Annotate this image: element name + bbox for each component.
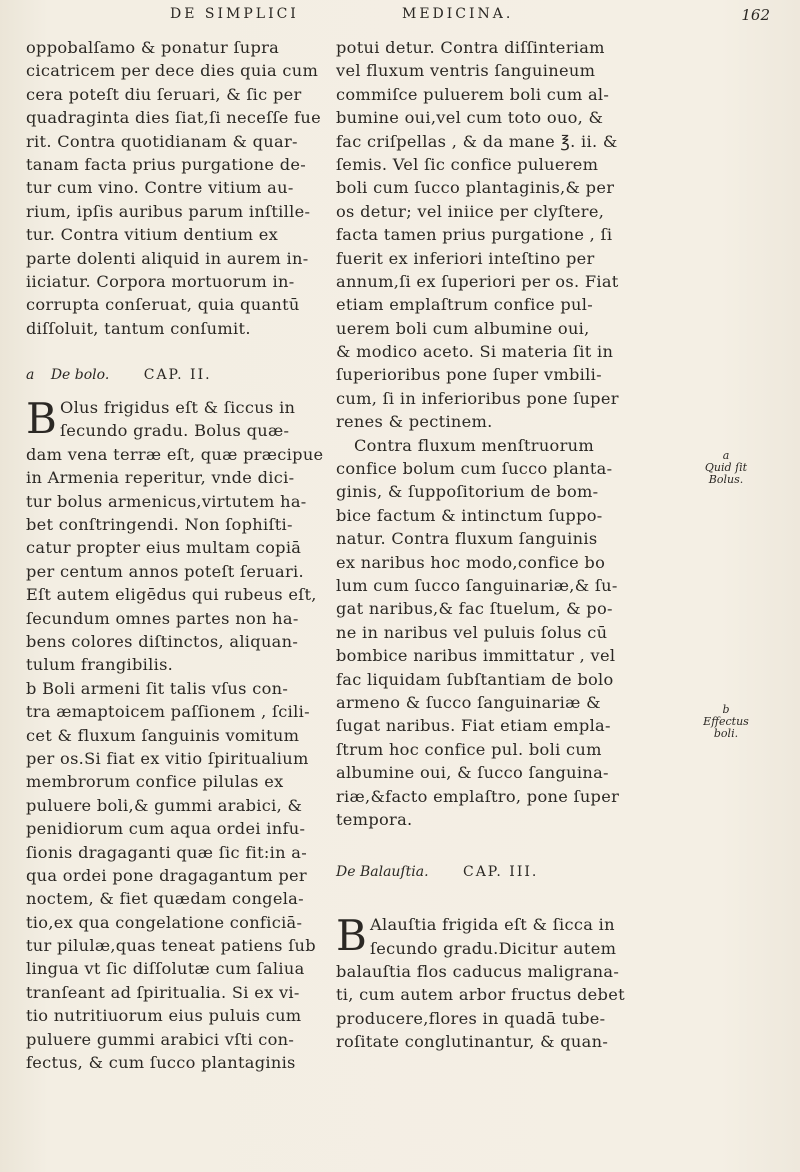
text-line: Contra fluxum menſtruorum <box>354 435 595 455</box>
text-line: corrupta conſeruat, quia quantū <box>26 295 300 315</box>
text-line: os detur; vel iniice per clyſtere, <box>336 201 605 221</box>
margin-note-mark: a <box>722 449 730 462</box>
text-line: roſitate conglutinantur, & quan- <box>336 1032 609 1052</box>
text-line: ne in naribus vel puluis ſolus cū <box>336 622 608 642</box>
text-line: balauſtia flos caducus maligrana- <box>336 962 620 982</box>
text-line: rit. Contra quotidianam & quar- <box>26 131 298 151</box>
text-line: puluere gummi arabici vſti con- <box>26 1029 295 1049</box>
text-line: B Olus frigidus eſt & ſiccus in <box>26 394 296 444</box>
chapter-heading <box>336 857 632 887</box>
text-line: parte dolenti aliquid in aurem in- <box>26 248 309 268</box>
text-line: ginis, & ſuppoſitorium de bom- <box>336 482 599 502</box>
text-line: albumine oui, & ſucco ſanguina- <box>336 763 609 783</box>
text-line: uerem boli cum albumine oui, <box>336 318 590 338</box>
text-line: tur cum vino. Contre vitium au- <box>26 178 294 198</box>
text-line: natur. Contra fluxum ſanguinis <box>336 529 598 549</box>
text-line: tur bolus armenicus,virtutem ha- <box>26 491 307 511</box>
text-line: ſecundum omnes partes non ha- <box>26 608 299 628</box>
text-line: etiam emplaſtrum confice pul- <box>336 295 594 315</box>
chapter-label: CAP. III. <box>462 864 539 881</box>
header-right: MEDICINA. <box>402 6 514 22</box>
text-line: ſtrum hoc confice pul. boli cum <box>336 739 602 759</box>
text-line: tranſeant ad ſpiritualia. Si ex vi- <box>26 982 300 1002</box>
text-line: rium, ipſis auribus parum inſtille- <box>26 201 311 221</box>
text-line: renes & pectinem. <box>336 412 493 432</box>
text-line: b Boli armeni ſit talis vſus con- <box>26 678 289 698</box>
text-line: diſſoluit, tantum conſumit. <box>26 318 251 338</box>
text-line: qua ordei pone dragagantum per <box>26 865 307 885</box>
text-line: per os.Si fiat ex vitio ſpiritualium <box>26 748 309 768</box>
drop-cap: B <box>336 911 368 961</box>
text-line: ex naribus hoc modo,confice bo <box>336 552 606 572</box>
chapter-mark: a <box>26 367 37 384</box>
text-line: commiſce puluerem boli cum al- <box>336 84 610 104</box>
header-left: DE SIMPLICI <box>170 6 299 22</box>
text-line: tio nutritiuorum eius puluis cum <box>26 1006 302 1026</box>
text-line: ſuperioribus pone ſuper vmbili- <box>336 365 602 385</box>
text-line: lum cum ſucco ſanguinariæ,& ſu- <box>336 575 618 595</box>
text-line: bet conſtringendi. Non ſophiſti- <box>26 515 293 535</box>
text-line: lingua vt ſic diſſolutæ cum ſaliua <box>26 959 305 979</box>
text-line: tulum frangibilis. <box>26 655 174 675</box>
text-line: ſecundo gradu. Bolus quæ- <box>60 421 290 441</box>
text-line: fac liquidam ſubſtantiam de bolo <box>336 669 614 689</box>
text-line: fectus, & cum ſucco plantaginis <box>26 1053 296 1073</box>
text-line: tempora. <box>336 809 413 829</box>
chapter-label: CAP. II. <box>143 367 212 384</box>
margin-note-text: Effectus boli. <box>703 715 749 740</box>
text-line: vel fluxum ventris ſanguineum <box>336 61 596 81</box>
text-line: & modico aceto. Si materia ſit in <box>336 342 614 362</box>
text-line: boli cum ſucco plantaginis,& per <box>336 178 615 198</box>
text-line: bombice naribus immittatur , vel <box>336 646 616 666</box>
text-line: bens colores diſtinctos, aliquan- <box>26 631 299 651</box>
margin-note <box>696 450 756 486</box>
text-line: producere,flores in quadā tube- <box>336 1008 606 1028</box>
text-line: noctem, & fiet quædam congela- <box>26 889 304 909</box>
text-line: riæ,&facto emplaſtro, pone ſuper <box>336 786 620 806</box>
text-line: Eſt autem eligēdus qui rubeus eſt, <box>26 585 317 605</box>
text-line: ti, cum autem arbor fructus debet <box>336 985 625 1005</box>
text-line: penidiorum cum aqua ordei infu- <box>26 819 306 839</box>
text-line: catur propter eius multam copiā <box>26 538 302 558</box>
margin-note <box>696 704 756 740</box>
text-line: cera poteſt diu ſeruari, & ſic per <box>26 84 302 104</box>
text-line: tra æmaptoicem paſſionem , ſcili- <box>26 702 310 722</box>
text-line: cum, ſi in inferioribus pone ſuper <box>336 388 619 408</box>
text-line: bice factum & intinctum ſuppo- <box>336 505 603 525</box>
text-line: oppobalſamo & ponatur ſupra <box>26 38 280 57</box>
text-line: potui detur. Contra diſſinteriam <box>336 38 605 57</box>
chapter-title: De bolo. <box>50 367 110 384</box>
text-line: bumine oui,vel cum toto ouo, & <box>336 108 604 128</box>
text-line: quadraginta dies ſiat,ſi neceſſe fue <box>26 108 321 128</box>
chapter-title: De Balauſtia. <box>336 864 429 881</box>
text-line: per centum annos poteſt ſeruari. <box>26 561 304 581</box>
text-line: tio,ex qua congelatione conficiā- <box>26 912 303 932</box>
text-line: facta tamen prius purgatione , ſi <box>336 225 613 245</box>
text-line: confice bolum cum ſucco planta- <box>336 459 613 479</box>
page-number: 162 <box>741 6 770 24</box>
running-header <box>170 6 770 28</box>
text-line: fac criſpellas , & da mane ℥. ii. & <box>336 131 618 151</box>
text-line: cet & fluxum ſanguinis vomitum <box>26 725 300 745</box>
text-line: armeno & ſucco ſanguinariæ & <box>336 692 601 712</box>
text-line: fuerit ex inferiori inteſtino per <box>336 248 595 268</box>
text-line: tur pilulæ,quas teneat patiens ſub <box>26 936 316 956</box>
margin-note-text: Quid ſit Bolus. <box>704 461 748 486</box>
margin-note-mark: b <box>722 703 730 716</box>
text-line: gat naribus,& fac ſtuelum, & po- <box>336 599 613 619</box>
text-line: membrorum confice pilulas ex <box>26 772 284 792</box>
text-line: tur. Contra vitium dentium ex <box>26 225 279 245</box>
text-line: puluere boli,& gummi arabici, & <box>26 795 303 815</box>
text-line: annum,ſi ex ſuperiori per os. Fiat <box>336 271 619 291</box>
text-line: B Alauſtia frigida eſt & ſicca in <box>336 911 615 961</box>
text-line: tanam facta prius purgatione de- <box>26 154 307 174</box>
text-line: ſugat naribus. Fiat etiam empla- <box>336 716 611 736</box>
text-line: in Armenia reperitur, vnde dici- <box>26 468 295 488</box>
chapter-heading <box>26 360 322 390</box>
text-line: ſemis. Vel ſic confice puluerem <box>336 154 599 174</box>
text-line: ſionis dragaganti quæ ſic fit:in a- <box>26 842 308 862</box>
text-line: ſecundo gradu.Dicitur autem <box>370 938 617 958</box>
right-column <box>336 36 632 1054</box>
text-line: cicatricem per dece dies quia cum <box>26 61 319 81</box>
left-column <box>26 36 322 1074</box>
text-line: iiciatur. Corpora mortuorum in- <box>26 271 295 291</box>
text-line: dam vena terræ eſt, quæ præcipue <box>26 444 324 464</box>
drop-cap: B <box>26 394 58 444</box>
